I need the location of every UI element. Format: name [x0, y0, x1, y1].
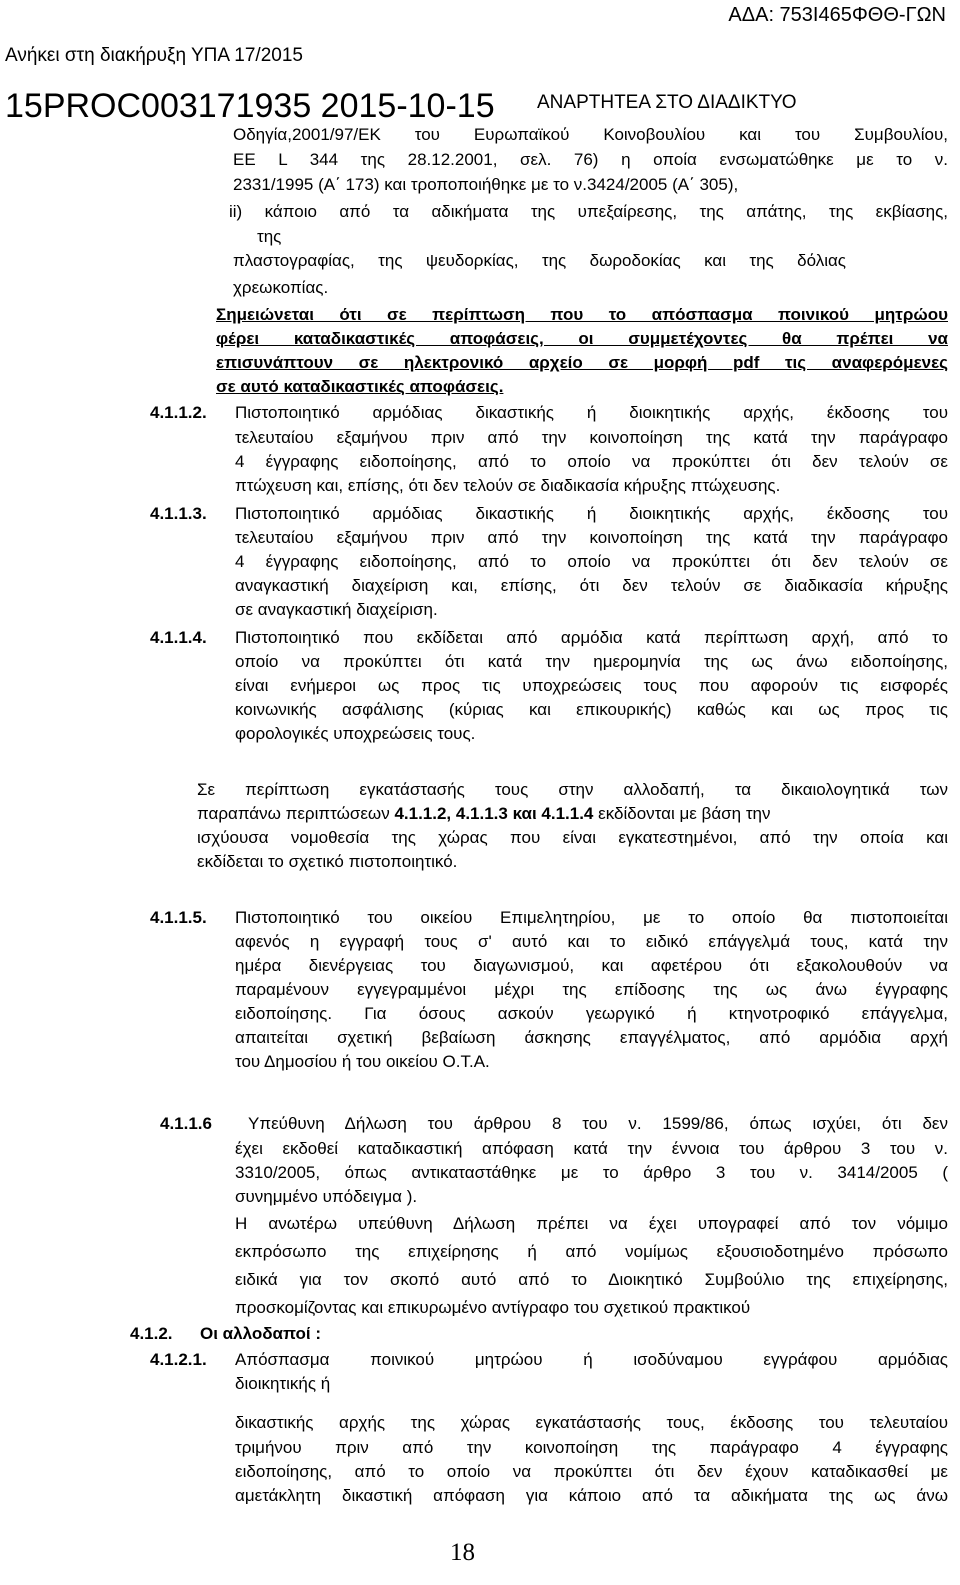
note-line: σε αυτό καταδικαστικές αποφάσεις.: [216, 377, 504, 396]
intro-line: πλαστογραφίας, της ψευδορκίας, της δωροδοκίας και της δόλιας: [233, 251, 846, 270]
posting-notice: ΑΝΑΡΤΗΤΕΑ ΣΤΟ ΔΙΑΔΙΚΤΥΟ: [537, 92, 797, 113]
paragraph-line: Σε περίπτωση εγκατάστασής τους στην αλλοδαπή, τα δικαιολογητικά των: [197, 780, 948, 799]
section-title: Οι αλλοδαποί :: [200, 1324, 322, 1343]
item-line: 4 έγγραφης ειδοποίησης, από το οποίο να προκύπτει ότι δεν τελούν σε: [235, 452, 948, 471]
item-number: 4.1.1.5.: [150, 908, 207, 927]
item-line: Η ανωτέρω υπεύθυνη Δήλωση πρέπει να έχει υπογραφεί από τον νόμιμο: [235, 1214, 948, 1233]
item-line: ειδικά για τον σκοπό αυτό από το Διοικητικό Συμβούλιο της επιχείρησης,: [235, 1270, 948, 1289]
item-line: Υπεύθυνη Δήλωση του άρθρου 8 του ν. 1599/86, όπως ισχύει, ότι δεν: [248, 1114, 948, 1133]
note-line: Σημειώνεται ότι σε περίπτωση που το απόσπασμα ποινικού μητρώου: [216, 305, 948, 324]
item-number: 4.1.1.3.: [150, 504, 207, 523]
item-line: σε αναγκαστική διαχείριση.: [235, 600, 438, 619]
item-line: συνημμένο υπόδειγμα ).: [235, 1187, 418, 1206]
note-line: φέρει καταδικαστικές αποφάσεις, οι συμμετέχοντες θα πρέπει να: [216, 329, 948, 348]
ada-code: ΑΔΑ: 753Ι465ΦΘΘ-ΓΩΝ: [728, 4, 946, 26]
paragraph-line: [197, 803, 948, 825]
item-line: οποίο να προκύπτει ότι κατά την ημερομηνία της ως άνω ειδοποίησης,: [235, 652, 948, 671]
item-line: Πιστοποιητικό του οικείου Επιμελητηρίου, με το οποίο θα πιστοποιείται: [235, 908, 948, 927]
note-line: επισυνάπτουν σε ηλεκτρονικό αρχείο σε μορφή pdf τις αναφερόμενες: [216, 353, 948, 372]
item-number: 4.1.1.6: [160, 1114, 212, 1133]
item-line: παραμένουν εγγεγραμμένοι μέχρι της επίδοσης της ως άνω έγγραφης: [235, 980, 948, 999]
intro-line: της: [257, 227, 282, 246]
item-line: εκπρόσωπο της επιχείρησης ή από νομίμως εξουσιοδοτημένο πρόσωπο: [235, 1242, 948, 1261]
item-line: φορολογικές υποχρεώσεις τους.: [235, 724, 476, 743]
page-number: 18: [450, 1539, 475, 1566]
item-line: τελευταίου εξαμήνου πριν από την κοινοποίηση της κατά την παράγραφο: [235, 428, 948, 447]
item-line: προσκομίζοντας και επικυρωμένο αντίγραφο του σχετικού πρακτικού: [235, 1298, 751, 1317]
document-code: 15PROC003171935 2015-10-15: [5, 87, 495, 125]
item-line: Απόσπασμα ποινικού μητρώου ή ισοδύναμου εγγράφου αρμόδιας: [235, 1350, 948, 1369]
item-line: 4 έγγραφης ειδοποίησης, από το οποίο να προκύπτει ότι δεν τελούν σε: [235, 552, 948, 571]
item-line: είναι ενήμεροι ως προς τις υποχρεώσεις τους που αφορούν τις εισφορές: [235, 676, 948, 695]
item-number: 4.1.2.1.: [150, 1350, 207, 1369]
paragraph-line: ισχύουσα νομοθεσία της χώρας που είναι εγκατεστημένοι, από την οποία και: [197, 828, 948, 847]
item-line: αναγκαστική διαχείριση και, επίσης, ότι δεν τελούν σε διαδικασία κήρυξης: [235, 576, 948, 595]
item-line: 3310/2005, όπως αντικαταστάθηκε με το άρθρο 3 του ν. 3414/2005 (: [235, 1163, 948, 1182]
paragraph-text: παραπάνω περιπτώσεων: [197, 804, 395, 823]
item-line: του Δημοσίου ή του οικείου Ο.Τ.Α.: [235, 1052, 490, 1071]
item-line: Πιστοποιητικό αρμόδιας δικαστικής ή διοικητικής αρχής, έκδοσης του: [235, 403, 948, 422]
item-line: τριμήνου πριν από την κοινοποίηση της παράγραφο 4 έγγραφης: [235, 1438, 948, 1457]
item-line: κοινωνικής ασφάλισης (κύριας και επικουρικής) καθώς και ως προς τις: [235, 700, 948, 719]
item-line: απαιτείται σχετική βεβαίωση άσκησης επαγγέλματος, από αρμόδια αρχή: [235, 1028, 948, 1047]
intro-line: 2331/1995 (Α΄ 173) και τροποποιήθηκε με το ν.3424/2005 (Α΄ 305),: [233, 175, 739, 194]
intro-line: ΕΕ L 344 της 28.12.2001, σελ. 76) η οποία ενσωματώθηκε με το ν.: [233, 150, 948, 169]
declaration-reference: Ανήκει στη διακήρυξη ΥΠΑ 17/2015: [5, 45, 303, 66]
item-line: ειδοποίησης, από το οποίο να προκύπτει ότι δεν έχουν καταδικασθεί με: [235, 1462, 948, 1481]
intro-line: ii) κάποιο από τα αδικήματα της υπεξαίρεσης, της απάτης, της εκβίασης,: [229, 202, 948, 221]
item-line: Πιστοποιητικό που εκδίδεται από αρμόδια κατά περίπτωση αρχή, από το: [235, 628, 948, 647]
item-line: ειδοποίησης. Για όσους ασκούν γεωργικό ή κτηνοτροφικό επάγγελμα,: [235, 1004, 948, 1023]
item-line: τελευταίου εξαμήνου πριν από την κοινοποίηση της κατά την παράγραφο: [235, 528, 948, 547]
item-line: πτώχευση και, επίσης, ότι δεν τελούν σε διαδικασία κήρυξης πτώχευσης.: [235, 476, 781, 495]
section-number: 4.1.2.: [130, 1324, 173, 1343]
item-line: αφενός η εγγραφή τους σ' αυτό και το ειδικό επάγγελμά τους, κατά την: [235, 932, 948, 951]
item-line: Πιστοποιητικό αρμόδιας δικαστικής ή διοικητικής αρχής, έκδοσης του: [235, 504, 948, 523]
intro-line: Οδηγία,2001/97/ΕΚ του Ευρωπαϊκού Κοινοβουλίου και του Συμβουλίου,: [233, 125, 948, 144]
paragraph-bold-ref: 4.1.1.2, 4.1.1.3 και 4.1.1.4: [394, 804, 594, 823]
item-line: έχει εκδοθεί καταδικαστική απόφαση κατά την έννοια του άρθρου 3 του ν.: [235, 1139, 948, 1158]
item-line: ημέρα διενέργειας του διαγωνισμού, και αφετέρου ότι εξακολουθούν να: [235, 956, 948, 975]
paragraph-text: εκδίδονται με βάση την: [593, 804, 771, 823]
paragraph-line: εκδίδεται το σχετικό πιστοποιητικό.: [197, 852, 458, 871]
item-number: 4.1.1.4.: [150, 628, 207, 647]
intro-line: χρεωκοπίας.: [233, 278, 329, 297]
item-line: διοικητικής ή: [235, 1374, 331, 1393]
item-line: δικαστικής αρχής της χώρας εγκατάστασής τους, έκδοσης του τελευταίου: [235, 1413, 948, 1432]
item-number: 4.1.1.2.: [150, 403, 207, 422]
item-line: αμετάκλητη δικαστική απόφαση για κάποιο από τα αδικήματα της ως άνω: [235, 1486, 948, 1505]
